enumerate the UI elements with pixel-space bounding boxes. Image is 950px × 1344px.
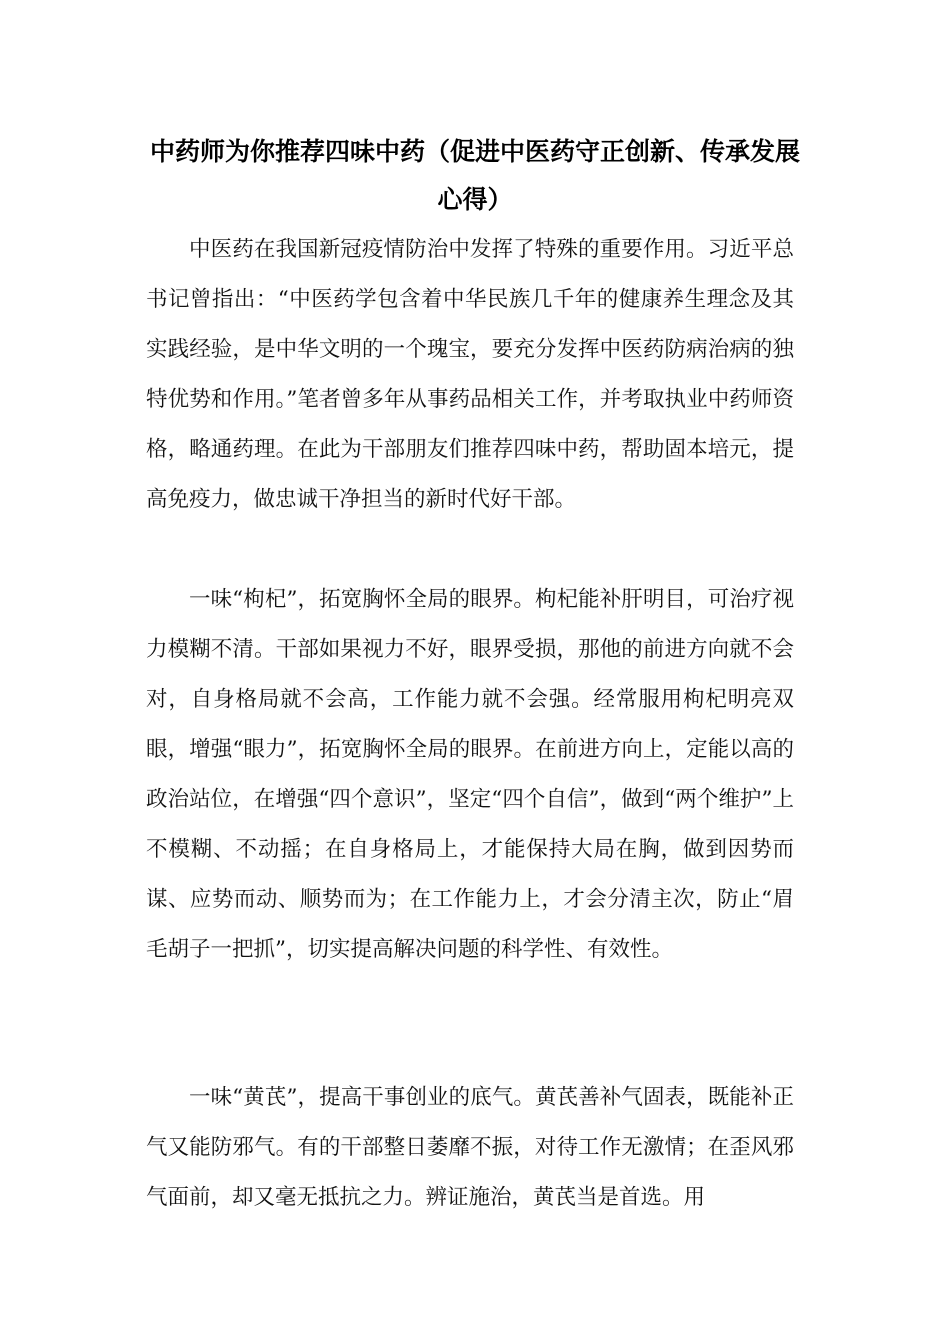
paragraph-goji: 一味“枸杞”，拓宽胸怀全局的眼界。枸杞能补肝明目，可治疗视力模糊不清。干部如果视力不好，眼界受损，那他的前进方向就不会对，自身格局就不会高，工作能力就不会强。经常服用枸杞明亮双眼，增强“眼力”，拓宽胸怀全局的眼界。在前进方向上，定能以高的政治站位，在增强“四个意识”，坚定“四个自信”，做到“两个维护”上不模糊、不动摇；在自身格局上，才能保持大局在胸，做到因势而谋、应势而动、顺势而为；在工作能力上，才会分清主次，防止“眉毛胡子一把抓”，切实提高解决问题的科学性、有效性。 xyxy=(146,587,794,962)
document-title: 中药师为你推荐四味中药（促进中医药守正创新、传承发展心得） xyxy=(149,137,800,214)
paragraph-astragalus: 一味“黄芪”，提高干事创业的底气。黄芪善补气固表，既能补正气又能防邪气。有的干部整日萎靡不振，对待工作无激情；在歪风邪气面前，却又毫无抵抗之力。辨证施治，黄芪当是首选。用 xyxy=(146,1085,794,1210)
paragraph-intro: 中医药在我国新冠疫情防治中发挥了特殊的重要作用。习近平总书记曾指出：“中医药学包含着中华民族几千年的健康养生理念及其实践经验，是中华文明的一个瑰宝，要充分发挥中医药防病治病的独特优势和作用。”笔者曾多年从事药品相关工作，并考取执业中药师资格，略通药理。在此为干部朋友们推荐四味中药，帮助固本培元，提高免疫力，做忠诚干净担当的新时代好干部。 xyxy=(146,237,794,512)
